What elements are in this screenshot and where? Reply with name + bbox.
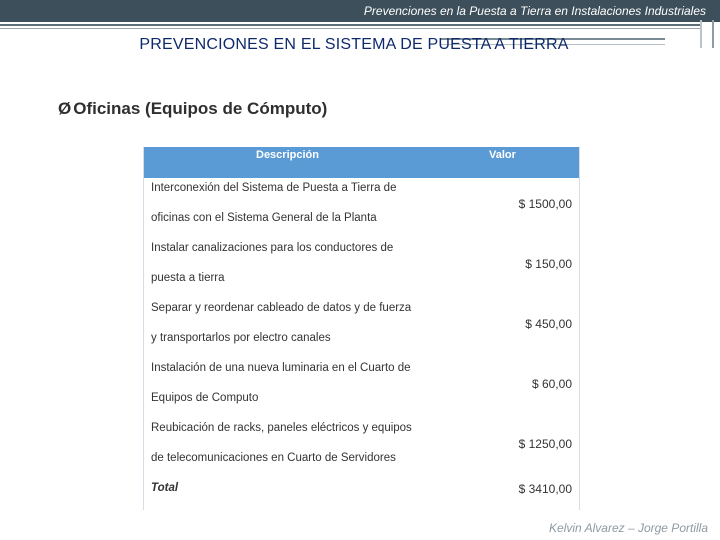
table-row — [144, 238, 579, 298]
row-description-line2: y transportarlos por electro canales — [151, 332, 331, 344]
row-value: $ 1500,00 — [518, 197, 572, 211]
row-value: $ 60,00 — [531, 377, 572, 391]
row-value: $ 150,00 — [525, 257, 572, 271]
presentation-title: Prevenciones en la Puesta a Tierra en Instalaciones Industriales — [363, 4, 706, 18]
row-description-line2: Equipos de Computo — [151, 392, 259, 404]
table-row — [144, 178, 579, 238]
cost-table — [143, 147, 580, 510]
bullet-subheading — [58, 99, 327, 119]
row-value: $ 450,00 — [525, 317, 572, 331]
slide-title: PREVENCIONES EN EL SISTEMA DE PUESTA A TIERRA — [139, 36, 569, 53]
row-description-line1: Interconexión del Sistema de Puesta a Tierra de — [151, 182, 397, 194]
table-row — [144, 418, 579, 478]
table-row — [144, 358, 579, 418]
bullet-arrow-icon: Ø — [58, 99, 72, 118]
table-row — [144, 298, 579, 358]
row-description-line2: oficinas con el Sistema General de la Planta — [151, 212, 377, 224]
row-description-line2: puesta a tierra — [151, 272, 225, 284]
header-bar — [0, 0, 720, 22]
subheading-text: Oficinas (Equipos de Cómputo) — [73, 99, 328, 118]
row-value: $ 1250,00 — [518, 437, 572, 451]
table-header — [144, 147, 579, 178]
total-row — [144, 478, 579, 538]
row-description-line1: Separar y reordenar cableado de datos y de fuerza — [151, 302, 412, 314]
header-description: Descripción — [256, 149, 319, 161]
row-description-line1: Instalar canalizaciones para los conductores de — [151, 242, 394, 254]
total-label: Total — [151, 482, 179, 494]
row-description-line1: Reubicación de racks, paneles eléctricos y equipos — [151, 422, 412, 434]
row-description-line2: de telecomunicaciones en Cuarto de Servidores — [151, 452, 396, 464]
total-value: $ 3410,00 — [518, 482, 572, 496]
row-description-line1: Instalación de una nueva luminaria en el Cuarto de — [151, 362, 411, 374]
footer-authors: Kelvin Alvarez – Jorge Portilla — [549, 521, 708, 535]
header-rule-thin — [0, 28, 700, 29]
header-value: Valor — [489, 149, 516, 161]
header-rule — [0, 24, 700, 26]
